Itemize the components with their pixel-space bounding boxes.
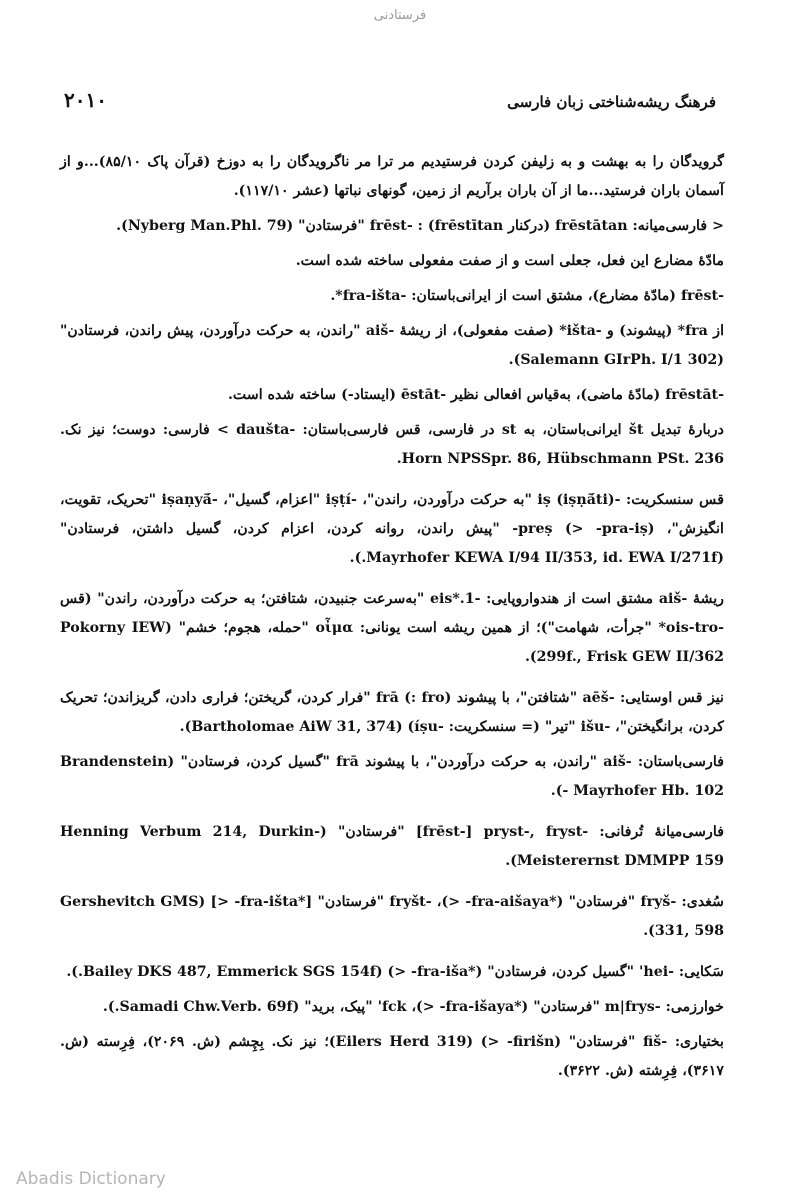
page-top-title: فرستادنی [373,8,427,23]
entry-body [60,148,724,1092]
book-title: فرهنگ ریشه‌شناختی زبان فارسی [507,93,716,111]
paragraph-present-stem-note: مادّهٔ مضارع این فعل، جعلی است و از صفت مفعولی ساخته شده است. [295,253,724,269]
paragraph-fra-ista: از fra* (پیشوند) و -išta* (صفت مفعولی)، از ریشهٔ -aiš "راندن، به حرکت درآوردن، پیش راندن، فرستادن" (Salemann GIrPh. I/1 302). [60,323,725,368]
paragraph-bakhtiari: بختیاری: -fiš "فرستادن" (firišn- <) (Eilers Herd 319)؛ نیز نک. بِچِشم (ش. ۲۰۶۹)، فِرِسته (ش. ۳۶۱۷)، فِرِشته (ش. ۳۶۲۲). [60,1034,725,1079]
paragraph-turfan: فارسی‌میانهٔ تُرفانی: -frēst-] pryst-, fryst] "فرستادن" (Henning Verbum 214, Durkin-Meisterernst DMMPP 159). [60,824,725,869]
paragraph-sanskrit: قس سنسکریت: -iṣ (iṣṇā́ti) "به حرکت درآوردن، راندن"، -iṣṭí "اعزام، گسیل"، -iṣaṇyā́ "تحریک، تقویت، انگیزش"، (pra-iṣ- <) preṣ- "پیش راندن، روانه کردن، اعزام کردن، گسیل داشتن، فرستادن" (Mayrhofer KEWA I/94 II/353, id. EWA I/271f.). [60,492,725,566]
paragraph-past-stem: -frēstāt (مادّهٔ ماضی)، به‌قیاس افعالی نظیر -ēstāt (ایستاد-) ساخته شده است. [227,387,724,403]
paragraph-sogdian: سُغدی: -fryš "فرستادن" (*fra-aišaya- <)، -fryšt "فرستادن" [*fra-išta- <] (Gershevitch GMS 331, 598). [60,894,725,939]
page-number: ۲۰۱۰ [64,88,107,112]
paragraph-present-stem-origin: -frēst (مادّهٔ مضارع)، مشتق است از ایرانی‌باستان: -fra-išta*. [330,288,724,304]
paragraph-khwarezmian: خوارزمی: -m|frys "فرستادن" (*fra-išaya- <)، fck' "پیک، برید" (Samadi Chw.Verb. 69f.). [102,999,724,1015]
watermark: Abadis Dictionary [16,1169,166,1189]
running-header [64,88,716,112]
paragraph-old-persian: فارسی‌باستان: -aiš "راندن، به حرکت درآوردن"، با پیشوند frā "گسیل کردن، فرستادن" (Brandenstein Mayrhofer Hb. 102 -). [60,754,724,799]
paragraph-quote: گرویدگان را به بهشت و به زلیفن کردن فرستیدیم مر ترا مر ناگرویدگان را به دوزخ (قرآن پاک ۸۵/۱۰)...و از آسمان باران فرستید...ما از آن باران برآریم از زمین، گونهای نباتها (عشر ۱۱۷/۱۰). [60,154,725,199]
paragraph-middle-persian: < فارسی‌میانه: frēstātan (درکنار frēstītan) : -frēst "فرستادن" (Nyberg Man.Phl. 79). [116,218,724,234]
paragraph-st-change: دربارهٔ تبدیل št ایرانی‌باستان، به st در فارسی، قس فارسی‌باستان: -daušta > فارسی: دوست؛ نیز نک. Horn NPSSpr. 86, Hübschmann PSt. 236. [60,422,724,467]
paragraph-indo-european: ریشهٔ -aiš مشتق است از هندواروپایی: -1.*eis "به‌سرعت جنبیدن، شتافتن؛ به حرکت درآوردن، راندن" (قس -ois-tro* "جرأت، شهامت")؛ از همین ریشه است یونانی: οἶμα "حمله، هجوم؛ خشم" (Pokorny IEW 299f., Frisk GEW II/362). [60,591,725,665]
paragraph-avestan: نیز قس اوستایی: -aēš "شتافتن"، با پیشوند frā (: fro) "فرار کردن، گریختن؛ فراری دادن، گریزاندن؛ تحریک کردن، برانگیختن"، -išu "تیر" (= سنسکریت: -íṣu) (Bartholomae AiW 31, 374). [60,690,724,735]
paragraph-saka: سَکایی: -hei' "گسیل کردن، فرستادن" (*fra-iša- <) (Bailey DKS 487, Emmerick SGS 154f.). [66,964,724,980]
